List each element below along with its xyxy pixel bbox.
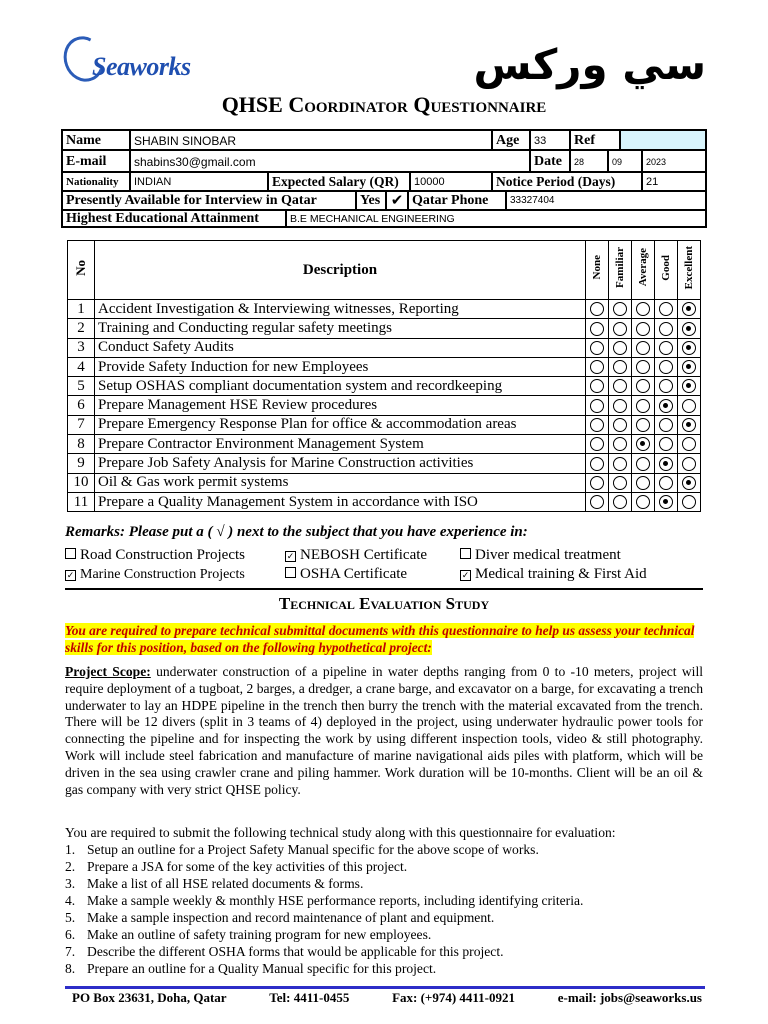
radio-button-icon[interactable] xyxy=(682,341,696,355)
radio-button-icon[interactable] xyxy=(682,399,696,413)
availability-label: Presently Available for Interview in Qatar xyxy=(62,191,356,210)
radio-button-icon[interactable] xyxy=(682,457,696,471)
availability-yes-label: Yes xyxy=(356,191,386,210)
table-row xyxy=(68,396,701,415)
rating-cell[interactable] xyxy=(678,377,701,396)
footer-fax: Fax: (+974) 4411-0921 xyxy=(392,990,516,1005)
email-label: E-mail xyxy=(62,150,130,172)
rating-cell[interactable] xyxy=(655,377,678,396)
rating-cell[interactable] xyxy=(632,473,655,492)
radio-button-icon[interactable] xyxy=(636,322,650,336)
rating-cell[interactable] xyxy=(632,300,655,319)
row-description: Provide Safety Induction for new Employees xyxy=(95,357,586,376)
rating-cell[interactable] xyxy=(609,357,632,376)
list-item xyxy=(65,943,703,960)
rating-cell[interactable] xyxy=(632,396,655,415)
rating-cell[interactable] xyxy=(632,319,655,338)
rating-header-excellent: Excellent xyxy=(678,241,701,300)
radio-button-icon[interactable] xyxy=(636,495,650,509)
radio-button-icon[interactable] xyxy=(659,476,673,490)
list-item xyxy=(65,858,703,875)
radio-button-icon[interactable] xyxy=(590,457,604,471)
step-text: Make a sample weekly & monthly HSE performance reports, including identifying criteria. xyxy=(87,893,584,908)
table-row xyxy=(68,357,701,376)
radio-button-icon[interactable] xyxy=(613,399,627,413)
rating-cell[interactable] xyxy=(609,338,632,357)
email-field[interactable]: shabins30@gmail.com xyxy=(130,150,530,172)
rating-cell[interactable] xyxy=(655,454,678,473)
checkbox-icon[interactable] xyxy=(65,548,76,559)
row-number: 6 xyxy=(68,396,95,415)
radio-button-icon[interactable] xyxy=(613,418,627,432)
list-item xyxy=(65,841,703,858)
rating-cell[interactable] xyxy=(632,492,655,511)
table-row xyxy=(68,377,701,396)
step-number: 3. xyxy=(65,876,76,891)
rating-cell[interactable] xyxy=(655,473,678,492)
rating-cell[interactable] xyxy=(632,377,655,396)
description-column-header: Description xyxy=(95,241,586,300)
step-text: Prepare an outline for a Quality Manual specific for this project. xyxy=(87,961,437,976)
row-number: 10 xyxy=(68,473,95,492)
radio-button-icon[interactable] xyxy=(636,418,650,432)
rating-cell[interactable] xyxy=(655,435,678,454)
step-text: Make a list of all HSE related documents & forms. xyxy=(87,876,364,891)
rating-cell[interactable] xyxy=(655,415,678,434)
radio-button-icon[interactable] xyxy=(636,399,650,413)
date-month-field[interactable]: 09 xyxy=(608,150,642,172)
radio-button-icon[interactable] xyxy=(590,476,604,490)
step-number: 4. xyxy=(65,893,76,908)
row-description: Training and Conducting regular safety meetings xyxy=(95,319,586,338)
radio-button-icon[interactable] xyxy=(659,418,673,432)
ref-label: Ref xyxy=(570,130,620,150)
rating-header-good: Good xyxy=(655,241,678,300)
radio-button-icon[interactable] xyxy=(590,341,604,355)
list-item xyxy=(65,926,703,943)
experience-option[interactable]: Road Construction Projects xyxy=(65,547,245,564)
rating-cell[interactable] xyxy=(609,415,632,434)
radio-button-icon[interactable] xyxy=(590,399,604,413)
row-number: 3 xyxy=(68,338,95,357)
list-item xyxy=(65,909,703,926)
row-description: Oil & Gas work permit systems xyxy=(95,473,586,492)
rating-cell[interactable] xyxy=(609,396,632,415)
list-item xyxy=(65,892,703,909)
table-row xyxy=(68,435,701,454)
rating-cell[interactable] xyxy=(678,319,701,338)
radio-button-icon[interactable] xyxy=(636,476,650,490)
step-number: 6. xyxy=(65,927,76,942)
section-divider xyxy=(65,588,703,590)
step-number: 7. xyxy=(65,944,76,959)
rating-cell[interactable] xyxy=(609,454,632,473)
step-text: Make an outline of safety training program for new employees. xyxy=(87,927,432,942)
experience-option[interactable]: ✓ Medical training & First Aid xyxy=(461,566,647,582)
radio-button-icon[interactable] xyxy=(590,495,604,509)
notice-text: You are required to prepare technical submittal documents with this questionnaire to help us assess your technical skills for this position, based on the following hypothetical project: xyxy=(65,623,695,655)
rating-cell[interactable] xyxy=(632,454,655,473)
rating-header-average: Average xyxy=(632,241,655,300)
rating-cell[interactable] xyxy=(632,357,655,376)
row-number: 7 xyxy=(68,415,95,434)
rating-cell[interactable] xyxy=(678,396,701,415)
rating-cell[interactable] xyxy=(586,415,609,434)
step-text: Make a sample inspection and record maintenance of plant and equipment. xyxy=(87,910,495,925)
company-name: Seaworks xyxy=(92,52,191,81)
age-field[interactable]: 33 xyxy=(530,130,570,150)
footer-email[interactable]: e-mail: jobs@seaworks.us xyxy=(557,990,702,1005)
rating-cell[interactable] xyxy=(655,396,678,415)
experience-option[interactable]: OSHA Certificate xyxy=(285,566,407,583)
radio-button-icon[interactable] xyxy=(659,322,673,336)
radio-button-icon[interactable] xyxy=(659,495,673,509)
rating-cell[interactable] xyxy=(632,435,655,454)
table-row xyxy=(68,473,701,492)
experience-option[interactable]: ✓ Marine Construction Projects xyxy=(66,567,245,582)
list-item xyxy=(65,875,703,892)
date-year-field[interactable]: 2023 xyxy=(642,150,706,172)
rating-cell[interactable] xyxy=(586,357,609,376)
availability-yes-checkbox[interactable]: ✔ xyxy=(386,191,408,210)
name-field[interactable]: SHABIN SINOBAR xyxy=(130,130,492,150)
salary-field[interactable]: 10000 xyxy=(410,172,492,191)
row-number: 8 xyxy=(68,435,95,454)
row-description: Prepare Emergency Response Plan for office & accommodation areas xyxy=(95,415,586,434)
radio-button-icon[interactable] xyxy=(590,360,604,374)
technical-section-title: Technical Evaluation Study xyxy=(278,594,490,613)
row-number: 1 xyxy=(68,300,95,319)
radio-button-icon[interactable] xyxy=(613,341,627,355)
checkbox-icon[interactable] xyxy=(285,567,296,578)
rating-cell[interactable] xyxy=(586,319,609,338)
row-description: Prepare Job Safety Analysis for Marine Construction activities xyxy=(95,454,586,473)
rating-cell[interactable] xyxy=(632,415,655,434)
experience-option[interactable]: ✓ NEBOSH Certificate xyxy=(286,547,428,563)
radio-button-icon[interactable] xyxy=(613,360,627,374)
footer-divider xyxy=(65,986,705,989)
company-name-arabic: سي وركس xyxy=(473,40,706,89)
checkbox-icon[interactable] xyxy=(460,548,471,559)
radio-button-icon[interactable] xyxy=(636,437,650,451)
row-description: Prepare a Quality Management System in accordance with ISO xyxy=(95,492,586,511)
radio-button-icon[interactable] xyxy=(682,476,696,490)
table-row xyxy=(68,492,701,511)
radio-button-icon[interactable] xyxy=(636,360,650,374)
radio-button-icon[interactable] xyxy=(590,379,604,393)
row-description: Accident Investigation & Interviewing witnesses, Reporting xyxy=(95,300,586,319)
radio-button-icon[interactable] xyxy=(613,379,627,393)
remarks-instruction: Remarks: Please put a ( √ ) next to the subject that you have experience in: xyxy=(65,524,528,540)
name-label: Name xyxy=(62,130,130,150)
step-number: 5. xyxy=(65,910,76,925)
no-column-header: No xyxy=(68,241,95,300)
rating-cell[interactable] xyxy=(655,300,678,319)
submission-intro: You are required to submit the following technical study along with this questionnaire for evaluation: xyxy=(65,825,616,840)
rating-cell[interactable] xyxy=(586,300,609,319)
nationality-label: Nationality xyxy=(62,172,130,191)
row-number: 4 xyxy=(68,357,95,376)
rating-cell[interactable] xyxy=(678,473,701,492)
rating-cell[interactable] xyxy=(609,300,632,319)
rating-cell[interactable] xyxy=(609,319,632,338)
radio-button-icon[interactable] xyxy=(613,457,627,471)
education-field[interactable]: B.E MECHANICAL ENGINEERING xyxy=(286,210,706,227)
experience-option[interactable]: Diver medical treatment xyxy=(460,547,621,564)
radio-button-icon[interactable] xyxy=(682,322,696,336)
table-row xyxy=(68,454,701,473)
project-scope: Project Scope: underwater construction of a pipeline in water depths ranging from 0 to -10 meters, project will require deployment of a tugboat, 2 barges, a dredger, a crane barge, and excavator on a barge, for excavating a trench underwater to lay an HDPE pipeline in the trench then burry the trench with the material excavated from the trench. There will be 12 divers (split in 3 teams of 4) deployed in the project, using underwater hydraulic power tools for connecting the pipeline and for inspecting the work by using different inspection tools, video & still photography. Work will include steel fabrication and manufacture of marine navigational aids piles with platform, which will be driven in the sea using crawler crane and piling hammer. Work duration will be 10-months. Client will be an oil & gas company with very strict QHSE policy. xyxy=(65,664,704,797)
rating-cell[interactable] xyxy=(678,357,701,376)
rating-cell[interactable] xyxy=(586,435,609,454)
rating-cell[interactable] xyxy=(609,492,632,511)
radio-button-icon[interactable] xyxy=(682,379,696,393)
radio-button-icon[interactable] xyxy=(590,322,604,336)
row-description: Setup OSHAS compliant documentation system and recordkeeping xyxy=(95,377,586,396)
radio-button-icon[interactable] xyxy=(659,302,673,316)
row-description: Prepare Management HSE Review procedures xyxy=(95,396,586,415)
row-number: 5 xyxy=(68,377,95,396)
date-label: Date xyxy=(530,150,570,172)
table-row xyxy=(68,415,701,434)
ref-field[interactable] xyxy=(620,130,706,150)
skills-rating-table xyxy=(67,240,701,512)
checkbox-icon[interactable]: ✓ xyxy=(66,570,75,580)
checkbox-icon[interactable]: ✓ xyxy=(286,551,295,561)
radio-button-icon[interactable] xyxy=(659,341,673,355)
salary-label: Expected Salary (QR) xyxy=(268,172,410,191)
nationality-field[interactable]: INDIAN xyxy=(130,172,268,191)
footer-tel: Tel: 4411-0455 xyxy=(269,990,350,1005)
step-number: 1. xyxy=(65,842,76,857)
step-number: 2. xyxy=(65,859,76,874)
row-description: Conduct Safety Audits xyxy=(95,338,586,357)
notice-period-label: Notice Period (Days) xyxy=(492,172,642,191)
radio-button-icon[interactable] xyxy=(590,418,604,432)
notice-period-field[interactable]: 21 xyxy=(642,172,706,191)
checkbox-icon[interactable]: ✓ xyxy=(461,570,470,580)
phone-field[interactable]: 33327404 xyxy=(506,191,706,210)
rating-cell[interactable] xyxy=(586,377,609,396)
radio-button-icon[interactable] xyxy=(682,437,696,451)
radio-button-icon[interactable] xyxy=(613,476,627,490)
rating-cell[interactable] xyxy=(609,435,632,454)
radio-button-icon[interactable] xyxy=(636,457,650,471)
step-text: Setup an outline for a Project Safety Manual specific for the above scope of works. xyxy=(87,842,539,857)
step-text: Prepare a JSA for some of the key activities of this project. xyxy=(87,859,408,874)
rating-cell[interactable] xyxy=(655,492,678,511)
rating-cell[interactable] xyxy=(678,300,701,319)
rating-cell[interactable] xyxy=(632,338,655,357)
list-item xyxy=(65,960,703,977)
radio-button-icon[interactable] xyxy=(682,495,696,509)
rating-cell[interactable] xyxy=(609,377,632,396)
radio-button-icon[interactable] xyxy=(659,399,673,413)
page-title: QHSE Coordinator Questionnaire xyxy=(221,92,547,117)
footer xyxy=(72,990,702,1006)
rating-header-familiar: Familiar xyxy=(609,241,632,300)
table-header-row xyxy=(68,241,701,300)
phone-label: Qatar Phone xyxy=(408,191,506,210)
rating-cell[interactable] xyxy=(678,338,701,357)
radio-button-icon[interactable] xyxy=(636,341,650,355)
footer-address: PO Box 23631, Doha, Qatar xyxy=(72,990,227,1005)
radio-button-icon[interactable] xyxy=(590,302,604,316)
radio-button-icon[interactable] xyxy=(659,437,673,451)
rating-cell[interactable] xyxy=(586,338,609,357)
table-row xyxy=(68,319,701,338)
row-description: Prepare Contractor Environment Management System xyxy=(95,435,586,454)
rating-cell[interactable] xyxy=(609,473,632,492)
radio-button-icon[interactable] xyxy=(590,437,604,451)
rating-cell[interactable] xyxy=(586,492,609,511)
rating-cell[interactable] xyxy=(678,435,701,454)
rating-cell[interactable] xyxy=(678,492,701,511)
radio-button-icon[interactable] xyxy=(682,302,696,316)
radio-button-icon[interactable] xyxy=(636,302,650,316)
age-label: Age xyxy=(492,130,530,150)
rating-cell[interactable] xyxy=(655,357,678,376)
table-row xyxy=(68,338,701,357)
radio-button-icon[interactable] xyxy=(613,495,627,509)
rating-header-none: None xyxy=(586,241,609,300)
row-number: 9 xyxy=(68,454,95,473)
step-number: 8. xyxy=(65,961,76,976)
company-logo xyxy=(64,34,194,86)
radio-button-icon[interactable] xyxy=(682,360,696,374)
row-number: 2 xyxy=(68,319,95,338)
radio-button-icon[interactable] xyxy=(613,322,627,336)
radio-button-icon[interactable] xyxy=(636,379,650,393)
rating-cell[interactable] xyxy=(678,454,701,473)
radio-button-icon[interactable] xyxy=(659,360,673,374)
table-row xyxy=(68,300,701,319)
submission-steps-list xyxy=(65,841,703,977)
radio-button-icon[interactable] xyxy=(613,302,627,316)
rating-cell[interactable] xyxy=(586,454,609,473)
rating-cell[interactable] xyxy=(678,415,701,434)
radio-button-icon[interactable] xyxy=(613,437,627,451)
radio-button-icon[interactable] xyxy=(659,457,673,471)
radio-button-icon[interactable] xyxy=(659,379,673,393)
rating-cell[interactable] xyxy=(586,473,609,492)
rating-cell[interactable] xyxy=(655,338,678,357)
row-number: 11 xyxy=(68,492,95,511)
radio-button-icon[interactable] xyxy=(682,418,696,432)
rating-cell[interactable] xyxy=(586,396,609,415)
step-text: Describe the different OSHA forms that would be applicable for this project. xyxy=(87,944,504,959)
rating-cell[interactable] xyxy=(655,319,678,338)
date-day-field[interactable]: 28 xyxy=(570,150,608,172)
education-label: Highest Educational Attainment xyxy=(62,210,286,227)
